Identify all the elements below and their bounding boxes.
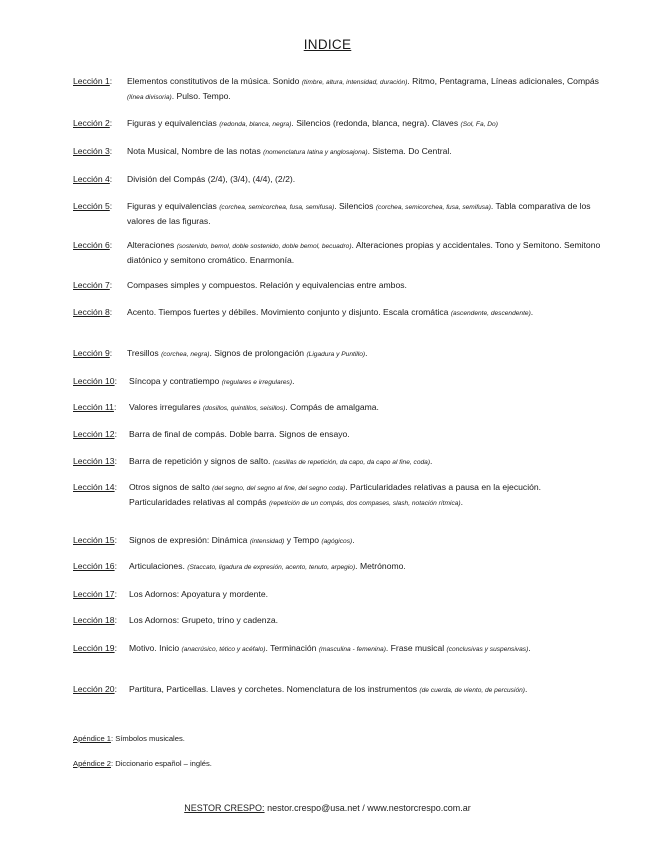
lesson-description [127, 279, 603, 293]
lesson-label-text: Lección 16 [73, 561, 115, 571]
lesson-description [127, 117, 603, 132]
lesson-text: . Sistema. Do Central. [367, 146, 452, 156]
lesson-text: Alteraciones [127, 240, 177, 250]
lesson-text: . [365, 348, 368, 358]
lesson-detail: (dosillos, quintillos, seisillos) [202, 405, 286, 412]
appendix-label: Apéndice 1 [73, 734, 111, 743]
lesson-label: Lección 13: [73, 456, 117, 466]
lesson-label-text: Lección 15 [73, 535, 115, 545]
footer-name: NESTOR CRESPO: [184, 803, 265, 813]
lesson-label-text: Lección 2 [73, 118, 110, 128]
lesson-label: Lección 1: [73, 76, 113, 86]
lesson-text: Motivo. Inicio [129, 643, 182, 653]
lesson-detail: (redonda, blanca, negra) [219, 121, 292, 128]
lesson-text: . Ritmo, Pentagrama, Líneas adicionales, Compás [407, 76, 599, 86]
lesson-text: Los Adornos: Apoyatura y mordente. [129, 589, 269, 599]
lesson-text: y Tempo [284, 535, 322, 545]
lesson-detail: (nomenclatura latina y anglosajona) [263, 149, 368, 156]
lesson-description [129, 560, 603, 575]
lesson-description [127, 173, 603, 187]
lesson-text: . [352, 535, 355, 545]
lesson-entry [73, 75, 603, 104]
lesson-text: Figuras y equivalencias [127, 118, 220, 128]
lesson-label-text: Lección 8 [73, 307, 110, 317]
lesson-description [127, 347, 603, 362]
lesson-label-text: Lección 19 [73, 643, 115, 653]
lesson-label-text: Lección 14 [73, 482, 115, 492]
footer-contact: nestor.crespo@usa.net / www.nestorcrespo.com.ar [264, 803, 471, 813]
lesson-label: Lección 16: [73, 561, 117, 571]
lesson-label-text: Lección 5 [73, 201, 110, 211]
lesson-description [127, 200, 603, 228]
lesson-detail: (agógicos) [321, 538, 353, 545]
lesson-detail: (casillas de repetición, da capo, da capo al fine, coda) [272, 459, 431, 466]
lesson-detail: (corchea, semicorchea, fusa, semifusa) [375, 204, 491, 211]
lesson-description [129, 375, 603, 390]
lesson-text: Articulaciones. [129, 561, 188, 571]
lesson-text: Figuras y equivalencias [127, 201, 220, 211]
lesson-text: Partitura, Particellas. Llaves y corchetes. Nomenclatura de los instrumentos [129, 684, 420, 694]
appendix-text: Diccionario español – inglés. [115, 759, 212, 768]
lesson-text: . Pulso. Tempo. [171, 90, 231, 101]
lesson-label: Lección 19: [73, 643, 117, 653]
lesson-entry [73, 534, 603, 549]
lesson-entry [73, 560, 603, 575]
lesson-text: . Signos de prolongación [209, 348, 307, 358]
lesson-detail: (anacrúsico, tético y acéfalo) [181, 646, 266, 653]
lesson-label-text: Lección 4 [73, 174, 110, 184]
lesson-text: Nota Musical, Nombre de las notas [127, 146, 264, 156]
lesson-label-text: Lección 10 [73, 376, 115, 386]
lesson-detail: (masculina - femenina) [318, 646, 386, 653]
lesson-label-text: Lección 1 [73, 76, 110, 86]
lesson-description [129, 481, 603, 510]
lesson-entry [73, 279, 603, 293]
lesson-label-text: Lección 6 [73, 240, 110, 250]
lesson-detail: (corchea, semicorchea, fusa, semifusa) [219, 204, 335, 211]
lesson-text: . [430, 456, 433, 466]
lesson-entry [73, 481, 603, 510]
lesson-text: . Terminación [265, 643, 319, 653]
lesson-text: . Tabla comparativa de los valores de las figuras. [127, 201, 591, 226]
lesson-detail: (Sol, Fa, Do) [460, 121, 498, 128]
lesson-label: Lección 6: [73, 240, 113, 250]
lesson-label-text: Lección 11 [73, 402, 114, 412]
lesson-entry [73, 239, 603, 267]
lesson-description [129, 534, 603, 549]
lesson-text: Tresillos [127, 348, 162, 358]
lesson-detail: (timbre, altura, intensidad, duración) [301, 79, 408, 86]
lesson-label-text: Lección 20 [73, 684, 115, 694]
lesson-text: Signos de expresión: Dinámica [129, 535, 250, 545]
lesson-label: Lección 8: [73, 307, 113, 317]
lesson-label: Lección 12: [73, 429, 117, 439]
lesson-detail: (Staccato, ligadura de expresión, acento, tenuto, arpegio) [187, 564, 356, 571]
lesson-text: . Silencios (redonda, blanca, negra). Claves [291, 118, 461, 128]
lesson-description [129, 401, 603, 416]
lesson-label: Lección 15: [73, 535, 117, 545]
lesson-entry [73, 173, 603, 187]
lesson-label-text: Lección 3 [73, 146, 110, 156]
lesson-text: División del Compás (2/4), (3/4), (4/4), (2/2). [127, 174, 296, 184]
lesson-entry [73, 642, 603, 657]
lesson-label: Lección 2: [73, 118, 113, 128]
lesson-entry [73, 145, 603, 160]
lesson-entry [73, 614, 603, 628]
lesson-detail: (Ligadura y Puntillo) [306, 351, 366, 358]
lesson-entry [73, 683, 603, 698]
lesson-text: Síncopa y contratiempo [129, 376, 222, 386]
lesson-description [127, 75, 603, 104]
appendix-label: Apéndice 2 [73, 759, 111, 768]
lesson-label: Lección 18: [73, 615, 117, 625]
lesson-detail: (del segno, del segno al fine, del segno coda) [212, 485, 346, 492]
page-title: INDICE [303, 37, 352, 52]
lesson-text: . [528, 643, 531, 653]
lesson-entry [73, 375, 603, 390]
lesson-text: . Silencios [334, 201, 376, 211]
lesson-entry [73, 428, 603, 442]
lesson-label-text: Lección 18 [73, 615, 115, 625]
lesson-label: Lección 5: [73, 201, 113, 211]
lesson-text: . Metrónomo. [355, 561, 406, 571]
lesson-text: Otros signos de salto [129, 482, 213, 492]
lesson-description [129, 455, 603, 470]
lesson-detail: (conclusivas y suspensivas) [446, 646, 529, 653]
lesson-text: Valores irregulares [129, 402, 203, 412]
appendix-text: Símbolos musicales. [115, 734, 185, 743]
lesson-text: Compases simples y compuestos. Relación y equivalencias entre ambos. [127, 280, 407, 290]
lesson-detail: (línea divisoria) [127, 93, 172, 101]
lesson-label: Lección 17: [73, 589, 117, 599]
lesson-text: Elementos constitutivos de la música. Sonido [127, 76, 302, 86]
lesson-label: Lección 3: [73, 146, 113, 156]
lesson-text: . Frase musical [385, 643, 447, 653]
lesson-label-text: Lección 7 [73, 280, 110, 290]
lesson-text: . Particularidades relativas a pausa en la ejecución. Particularidades relativas al compás [129, 482, 542, 507]
lesson-label-text: Lección 9 [73, 348, 110, 358]
lesson-text: . [530, 307, 534, 317]
lesson-detail: (ascendente, descendente) [450, 310, 531, 317]
lesson-text: . Compás de amalgama. [285, 402, 379, 412]
lesson-description [129, 588, 603, 602]
lesson-text: . [524, 684, 528, 694]
lesson-entry [73, 200, 603, 228]
lesson-text: Barra de final de compás. Doble barra. Signos de ensayo. [129, 429, 350, 439]
lesson-description [127, 239, 603, 267]
lesson-label: Lección 4: [73, 174, 113, 184]
lesson-text: . [460, 496, 464, 507]
lesson-entry [73, 588, 603, 602]
lesson-text: . [292, 376, 295, 386]
lesson-entry [73, 455, 603, 470]
lesson-description [129, 642, 603, 657]
lesson-detail: (sostenido, bemol, doble sostenido, doble bemol, becuadro) [176, 243, 352, 250]
lesson-entry [73, 117, 603, 132]
lesson-text: Los Adornos: Grupeto, trino y cadenza. [129, 615, 279, 625]
lesson-description [127, 306, 603, 321]
footer [0, 803, 655, 813]
appendix-entry: Apéndice 2: Diccionario español – inglés. [73, 759, 212, 768]
lesson-entry [73, 306, 603, 321]
lesson-label-text: Lección 13 [73, 456, 115, 466]
lesson-text: . Alteraciones propias y accidentales. Tono y Semitono. Semitono diatónico y semitono cromático. Enarmonía. [127, 240, 601, 265]
lesson-entry [73, 347, 603, 362]
lesson-label: Lección 11: [73, 402, 117, 412]
lesson-detail: (regulares e irregulares) [221, 379, 293, 386]
lesson-label-text: Lección 12 [73, 429, 115, 439]
lesson-description [129, 683, 603, 698]
lesson-detail: (intensidad) [249, 538, 285, 545]
lesson-label-text: Lección 17 [73, 589, 115, 599]
lesson-detail: (corchea, negra) [161, 351, 210, 358]
lesson-entry [73, 401, 603, 416]
lesson-detail: (repetición de un compás, dos compases, slash, notación rítmica) [268, 499, 461, 507]
lesson-text: Acento. Tiempos fuertes y débiles. Movimiento conjunto y disjunto. Escala cromática [127, 307, 451, 317]
lesson-label: Lección 9: [73, 348, 113, 358]
lesson-label: Lección 20: [73, 684, 117, 694]
lesson-label: Lección 14: [73, 482, 117, 492]
lesson-label: Lección 10: [73, 376, 117, 386]
appendix-entry: Apéndice 1: Símbolos musicales. [73, 734, 185, 743]
lesson-description [127, 145, 603, 160]
lesson-label: Lección 7: [73, 280, 113, 290]
lesson-detail: (de cuerda, de viento, de percusión) [419, 687, 525, 694]
lesson-text: Barra de repetición y signos de salto. [129, 456, 273, 466]
lesson-description [129, 614, 603, 628]
lesson-description [129, 428, 603, 442]
